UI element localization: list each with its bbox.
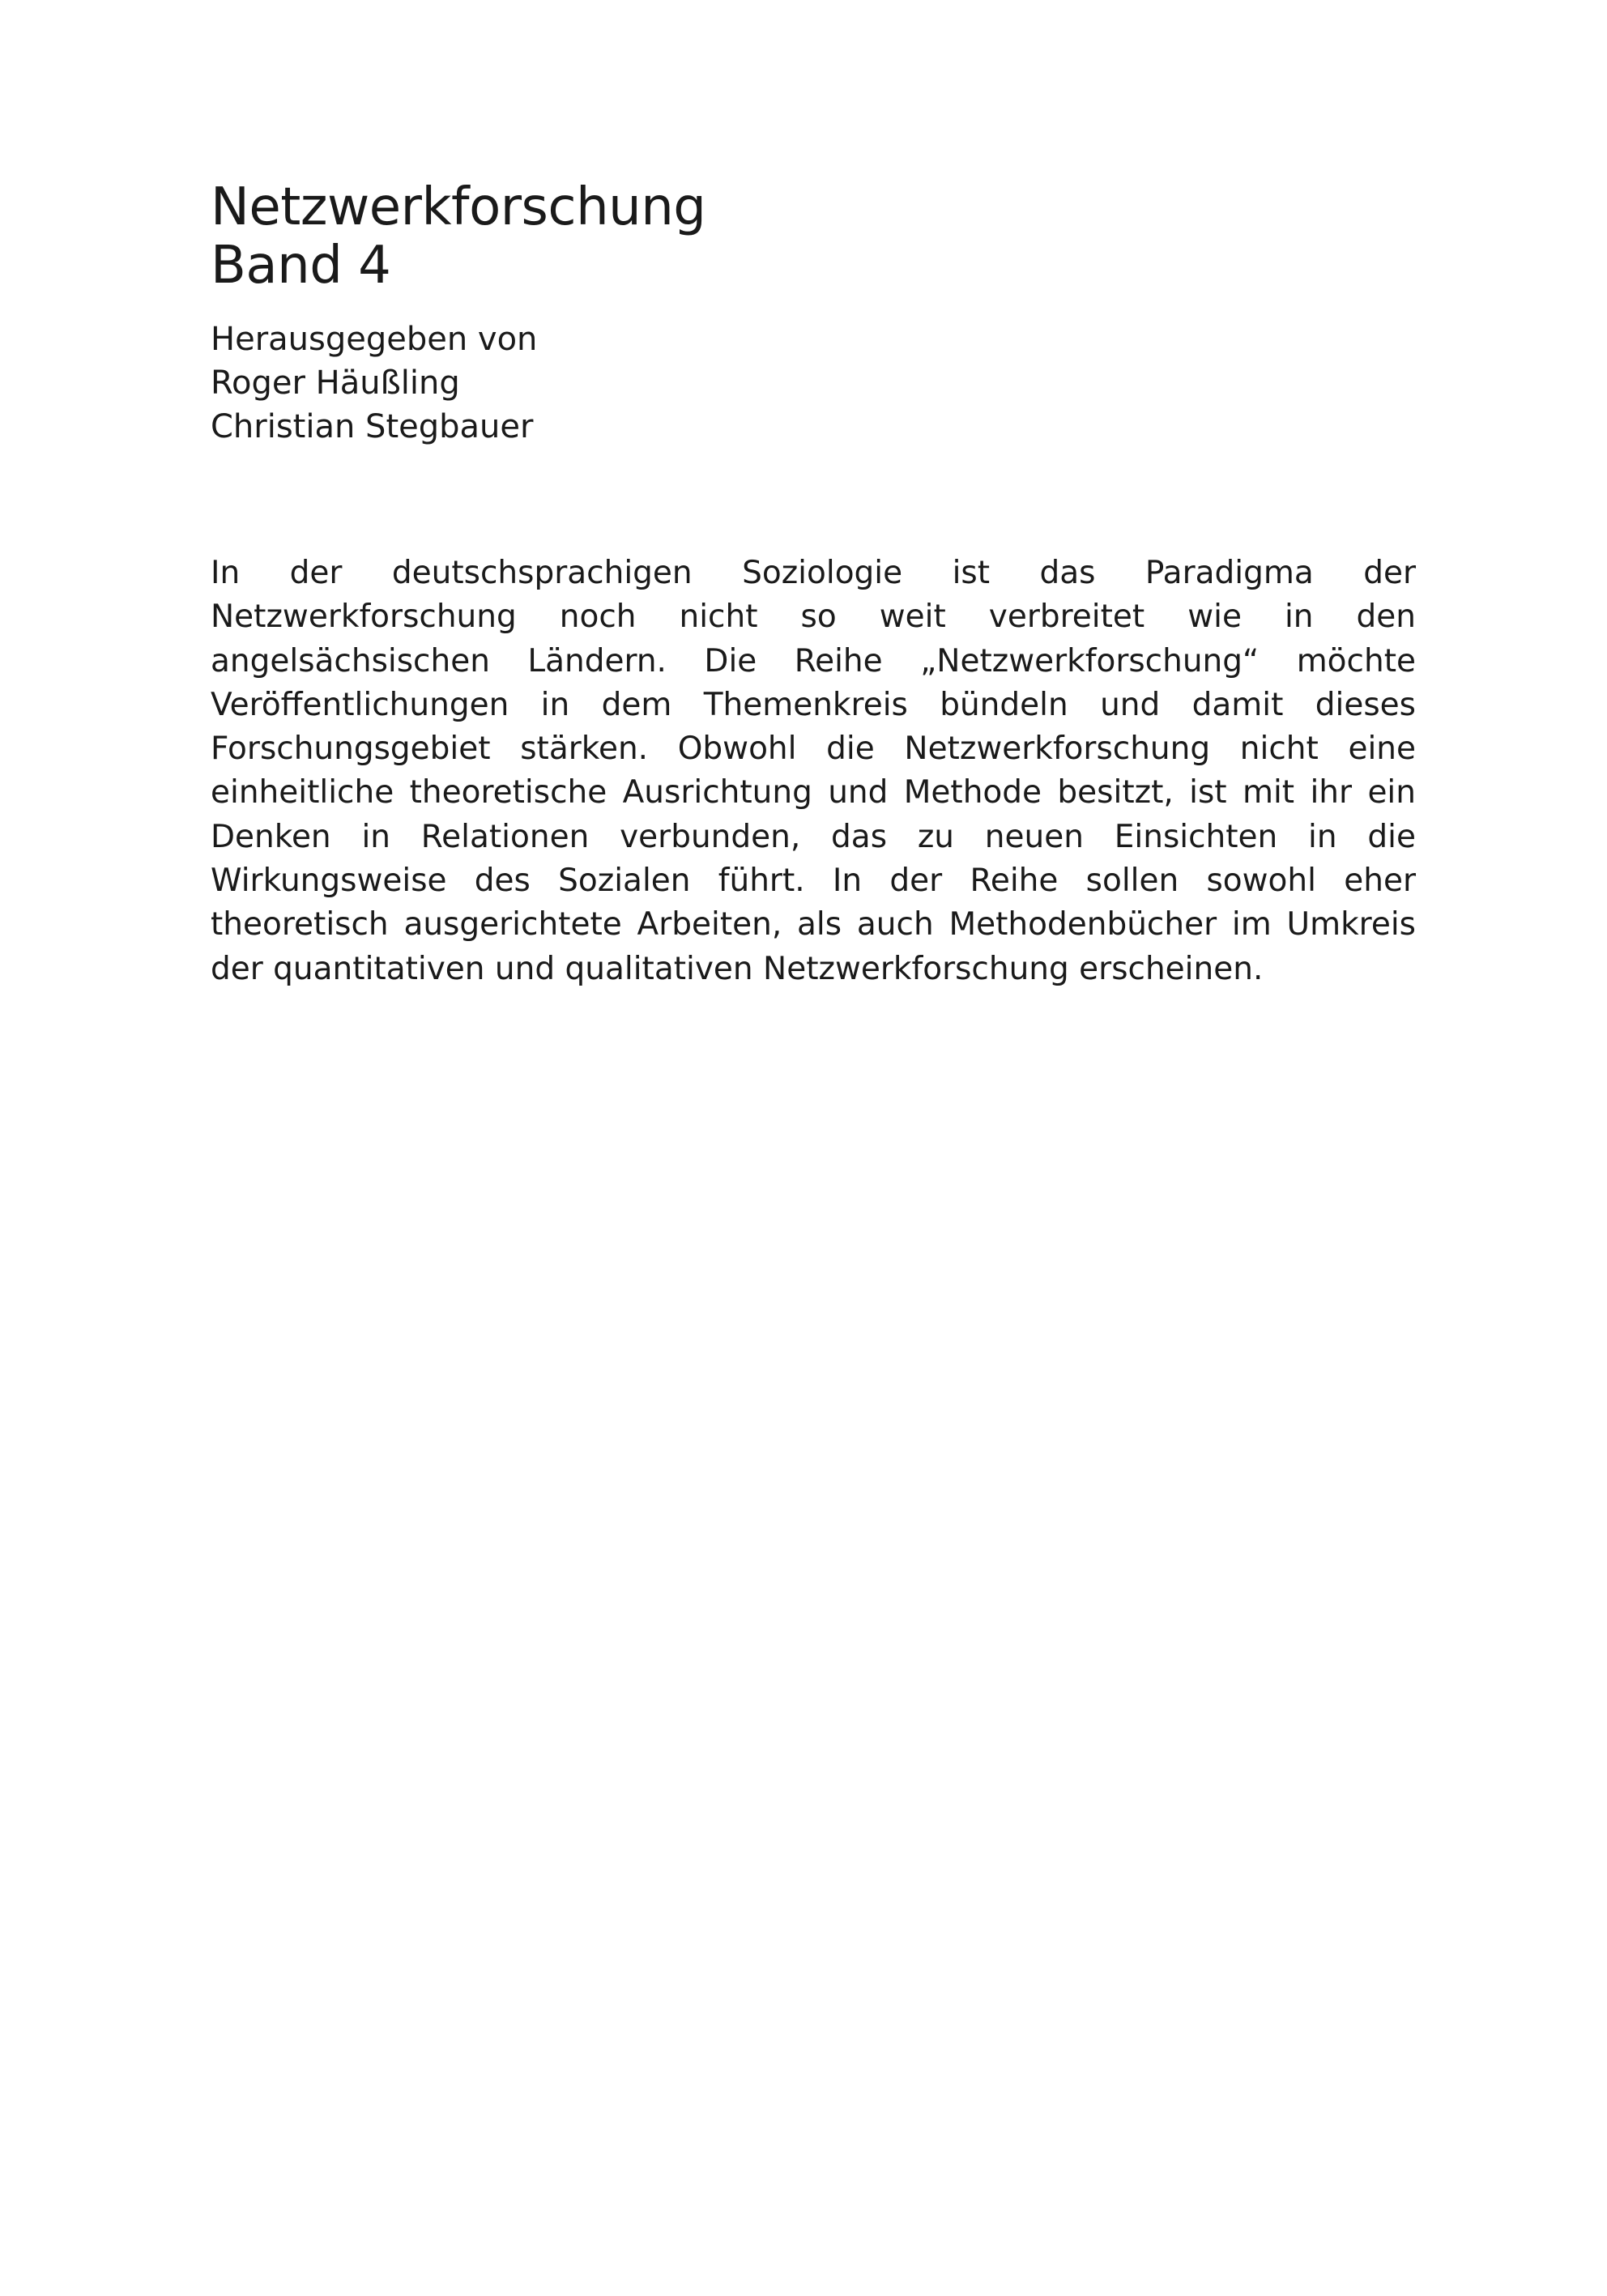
series-header (211, 178, 1409, 449)
editors-label: Herausgegeben von (211, 321, 538, 358)
series-volume: Band 4 (211, 236, 391, 296)
series-name: Netzwerkforschung (211, 177, 706, 237)
editor-name: Roger Häußling (211, 364, 460, 402)
series-description: In der deutschsprachigen Soziologie ist das Paradigma der Netzwerkforschung noch nicht so weit verbreitet wie in den angelsächsischen Ländern. Die Reihe „Netzwerkforschung“ möchte Veröffentlichungen in dem Themenkreis bündeln und damit dieses Forschungsgebiet stärken. Obwohl die Netzwerkforschung nicht eine einheitliche theoretische Ausrichtung und Methode besitzt, ist mit ihr ein Denken in Relationen verbunden, das zu neuen Einsichten in die Wirkungsweise des Sozialen führt. In der Reihe sollen sowohl eher theoretisch ausgerichtete Arbeiten, als auch Methodenbücher im Umkreis der quantitativen und qualitativen Netzwerkforschung erscheinen. (211, 555, 1416, 987)
editors-block (211, 317, 1409, 449)
editor-name: Christian Stegbauer (211, 408, 534, 445)
series-title (211, 178, 1409, 295)
